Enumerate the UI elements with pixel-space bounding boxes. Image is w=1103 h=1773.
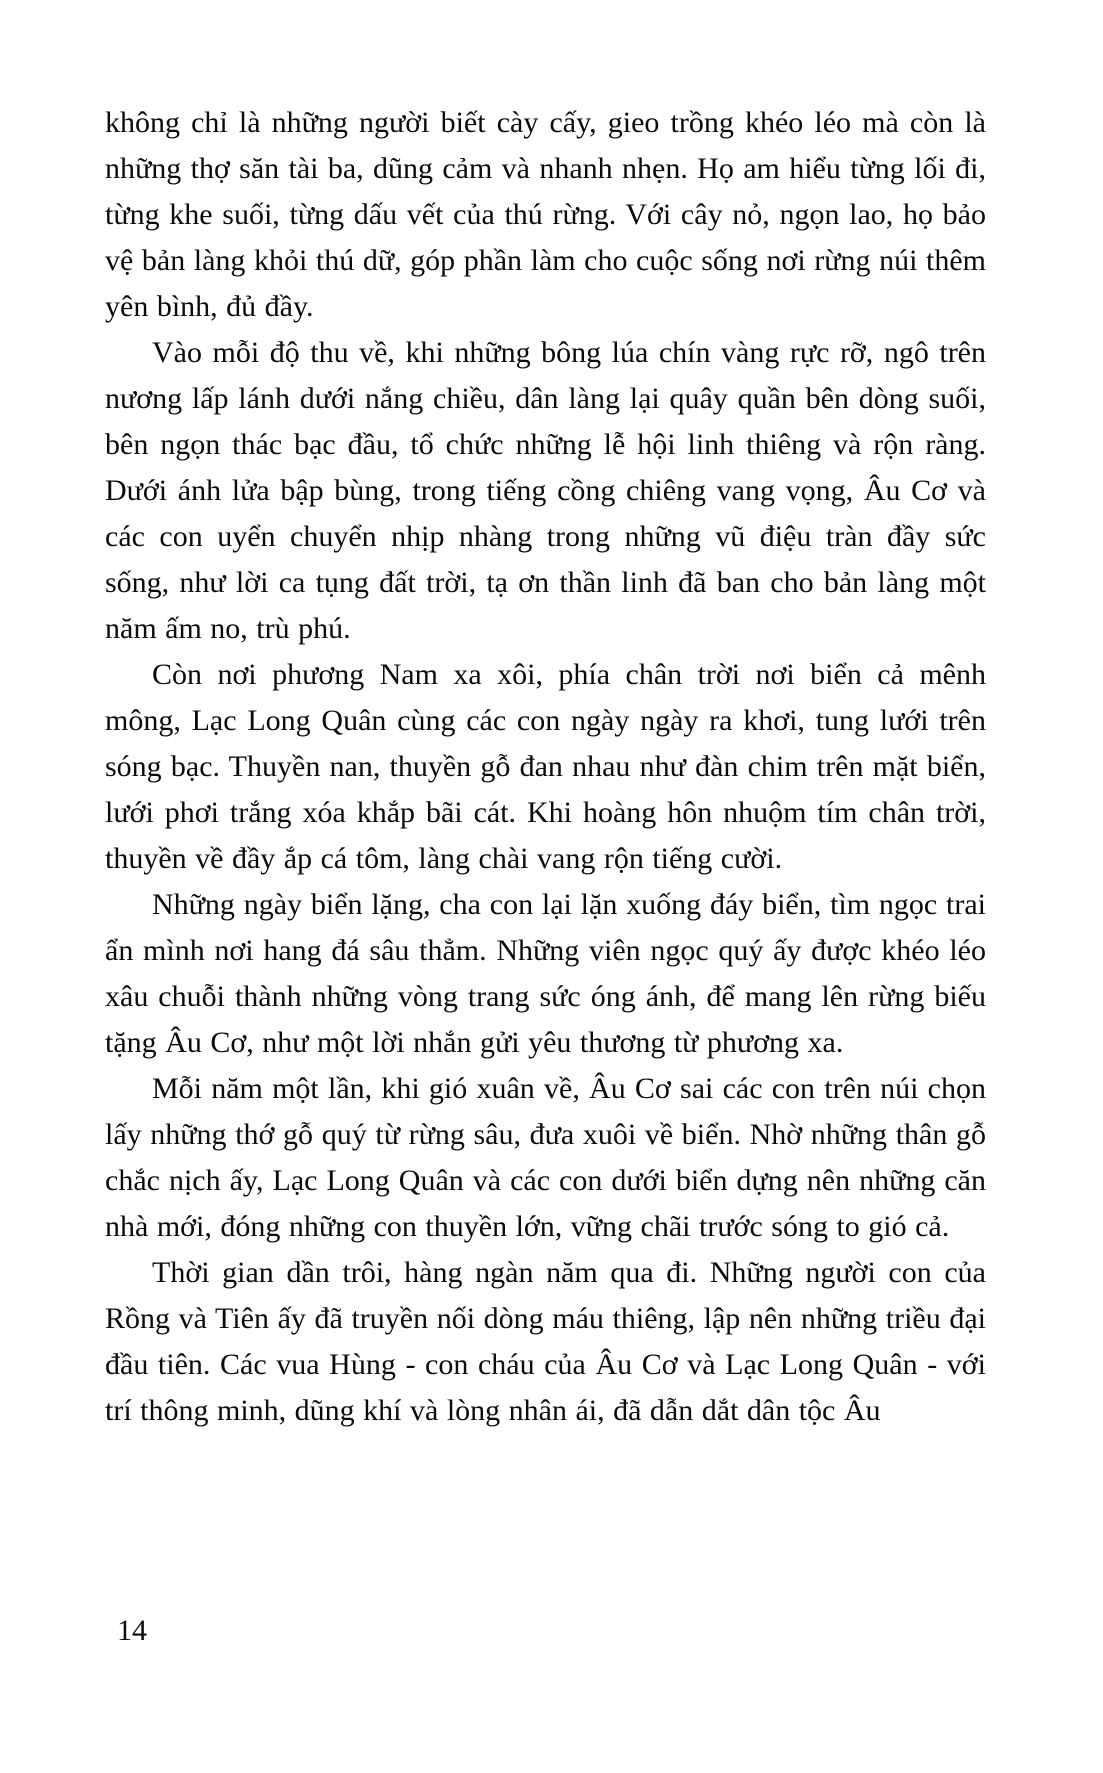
paragraph: Còn nơi phương Nam xa xôi, phía chân trời nơi biển cả mênh mông, Lạc Long Quân cùng các con ngày ngày ra khơi, tung lưới trên sóng bạc. Thuyền nan, thuyền gỗ đan nhau như đàn chim trên mặt biển, lưới phơi trắng xóa khắp bãi cát. Khi hoàng hôn nhuộm tím chân trời, thuyền về đầy ắp cá tôm, làng chài vang rộn tiếng cười. [105,658,986,875]
paragraph: Mỗi năm một lần, khi gió xuân về, Âu Cơ sai các con trên núi chọn lấy những thớ gỗ quý từ rừng sâu, đưa xuôi về biển. Nhờ những thân gỗ chắc nịch ấy, Lạc Long Quân và các con dưới biển dựng nên những căn nhà mới, đóng những con thuyền lớn, vững chãi trước sóng to gió cả. [105,1072,986,1243]
paragraph: Vào mỗi độ thu về, khi những bông lúa chín vàng rực rỡ, ngô trên nương lấp lánh dưới nắng chiều, dân làng lại quây quần bên dòng suối, bên ngọn thác bạc đầu, tổ chức những lễ hội linh thiêng và rộn ràng. Dưới ánh lửa bập bùng, trong tiếng cồng chiêng vang vọng, Âu Cơ và các con uyển chuyển nhịp nhàng trong những vũ điệu tràn đầy sức sống, như lời ca tụng đất trời, tạ ơn thần linh đã ban cho bản làng một năm ấm no, trù phú. [105,336,986,645]
page-number: 14 [117,1614,147,1647]
paragraph: Những ngày biển lặng, cha con lại lặn xuống đáy biển, tìm ngọc trai ẩn mình nơi hang đá sâu thẳm. Những viên ngọc quý ấy được khéo léo xâu chuỗi thành những vòng trang sức óng ánh, để mang lên rừng biếu tặng Âu Cơ, như một lời nhắn gửi yêu thương từ phương xa. [105,888,986,1059]
paragraph: không chỉ là những người biết cày cấy, gieo trồng khéo léo mà còn là những thợ săn tài ba, dũng cảm và nhanh nhẹn. Họ am hiểu từng lối đi, từng khe suối, từng dấu vết của thú rừng. Với cây nỏ, ngọn lao, họ bảo vệ bản làng khỏi thú dữ, góp phần làm cho cuộc sống nơi rừng núi thêm yên bình, đủ đầy. [105,106,986,323]
paragraph: Thời gian dần trôi, hàng ngàn năm qua đi. Những người con của Rồng và Tiên ấy đã truyền nối dòng máu thiêng, lập nên những triều đại đầu tiên. Các vua Hùng - con cháu của Âu Cơ và Lạc Long Quân - với trí thông minh, dũng khí và lòng nhân ái, đã dẫn dắt dân tộc Âu [105,1256,986,1427]
body-text [105,100,986,1434]
